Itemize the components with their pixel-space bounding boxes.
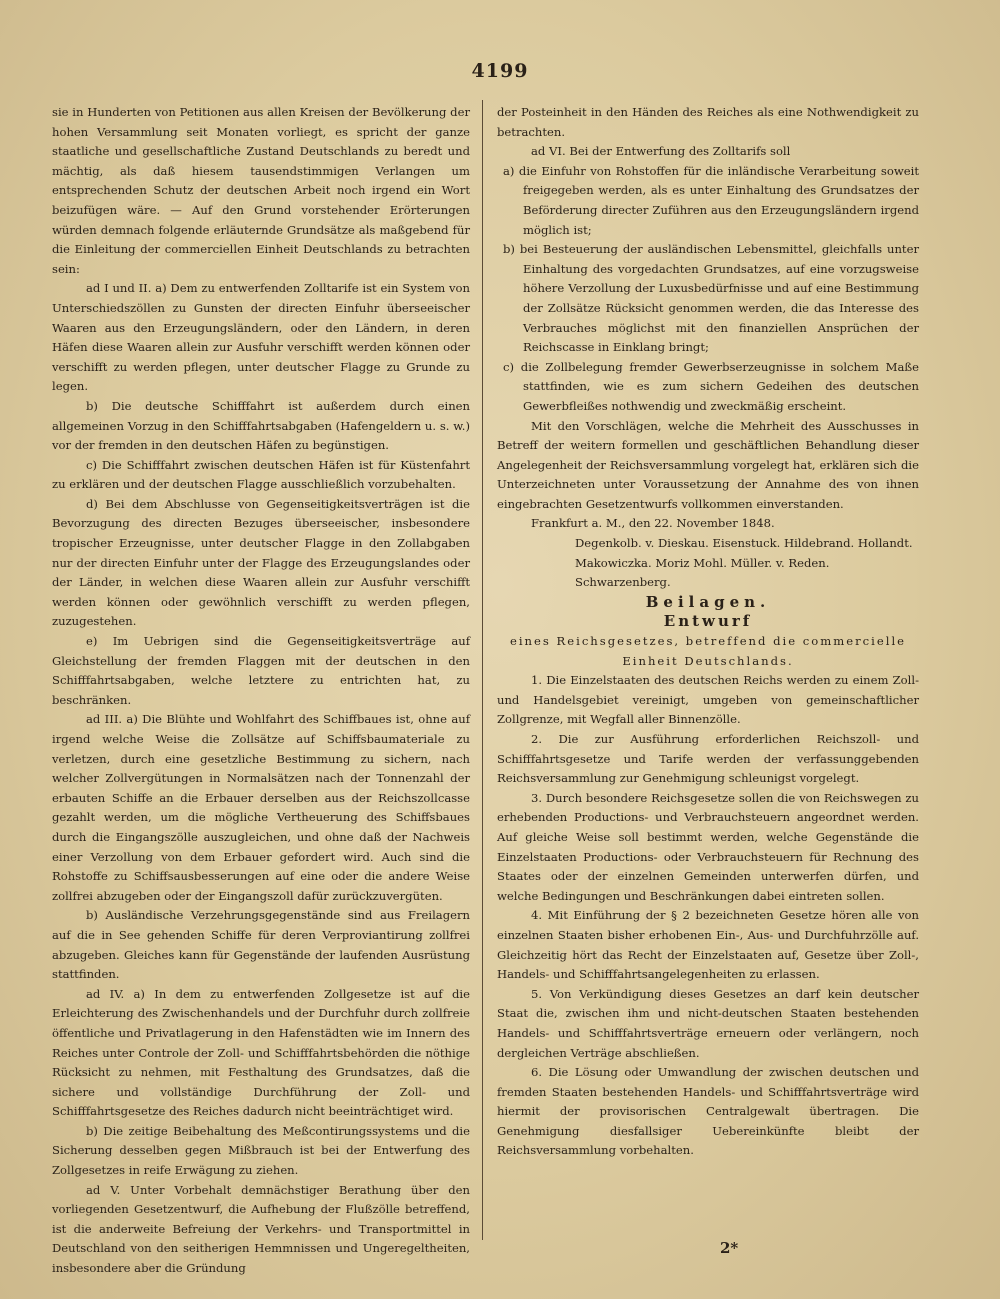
paragraph: e) Im Uebrigen sind die Gegenseitigkeitsverträge auf Gleichstellung der fremden Flaggen mit der deutschen in den Schifffahrtsabgaben, welche letztere zu entrichten hat, zu beschränken. [52, 634, 470, 707]
paragraph: ad III. a) Die Blühte und Wohlfahrt des Schiffbaues ist, ohne auf irgend welche Weise die Zollsätze auf Schiffsbaumateriale zu verletzen, durch eine gesetzliche Bestimmung zu sichern, nach welcher Zollvergütungen in Normalsätzen nach der Tonnenzahl der erbauten Schiffe an die Erbauer derselben aus der Reichszollcasse gezahlt werden, um die mögliche Vertheuerung des Schiffsbaues durch die Eingangszölle auszugleichen, und ohne daß der Nachweis einer Verzollung von dem Erbauer gefordert wird. Auch sind die Rohstoffe zu Schiffsausbesserungen auf eine oder die andere Weise zollfrei abzugeben oder der Eingangszoll dafür zurückzuvergüten. [52, 712, 470, 903]
paragraph: b) Die deutsche Schifffahrt ist außerdem durch einen allgemeinen Vorzug in den Schifffahrtsabgaben (Hafengeldern u. s. w.) vor der fremden in den deutschen Häfen zu begünstigen. [52, 398, 470, 453]
paragraph: b) Ausländische Verzehrungsgegenstände sind aus Freilagern auf die in See gehenden Schiffe für deren Verproviantirung zollfrei abzugeben. Gleiches kann für Gegenstände der laufenden Ausrüstung stattfinden. [52, 908, 470, 982]
draft-subtitle: eines Reichsgesetzes, betreffend die commercielle Einheit Deutschlands. [509, 634, 907, 668]
paragraph: Mit den Vorschlägen, welche die Mehrheit des Ausschusses in Betreff der weitern formellen und geschäftlichen Behandlung dieser Angelegenheit der Reichsversammlung vorgelegt hat, erklären sich die Unterzeichneten unter Voraussetzung der Annahme des von ihnen eingebrachten Gesetzentwurfs vollkommen einverstanden. [497, 418, 919, 511]
page-number: 4199 [471, 60, 529, 82]
section-heading: Beilagen. [645, 592, 771, 611]
paragraph: d) Bei dem Abschlusse von Gegenseitigkeitsverträgen ist die Bevorzugung des directen Bezuges überseeischer, insbesondere tropischer Erzeugnisse, unter deutscher Flagge in den Zollabgaben nur der directen Einfuhr unter der Flagge des Erzeugungslandes oder der Länder, in welchen diese Waaren allein zur Ausfuhr verschifft werden können oder gewöhnlich verschifft zu werden pflegen, zuzugestehen. [52, 496, 470, 629]
signatories: Degenkolb. v. Dieskau. Eisenstuck. Hildebrand. Hollandt. Makowiczka. Moriz Mohl. Müller. v. Reden. Schwarzenberg. [575, 536, 913, 590]
paragraph: b) Die zeitige Beibehaltung des Meßcontirungssystems und die Sicherung desselben gegen Mißbrauch ist bei der Entwerfung des Zollgesetzes in reife Erwägung zu ziehen. [52, 1123, 470, 1178]
left-column [52, 103, 470, 1279]
column-divider [482, 100, 483, 1240]
article: 6. Die Lösung oder Umwandlung der zwischen deutschen und fremden Staaten bestehenden Handels- und Schifffahrtsverträge wird hiermit der provisorischen Centralgewalt übertragen. Die Genehmigung diesfallsiger Uebereinkünfte bleibt der Reichsversammlung vorbehalten. [497, 1065, 919, 1158]
list-item: b) bei Besteuerung der ausländischen Lebensmittel, gleichfalls unter Einhaltung des vorgedachten Grundsatzes, auf eine vorzugsweise höhere Verzollung der Luxusbedürfnisse und auf eine Bestimmung der Zollsätze Rücksicht genommen werden, die das Interesse des Verbrauches möglichst mit den finanziellen Ansprüchen der Reichscasse in Einklang bringt; [503, 242, 919, 355]
right-column [497, 103, 919, 1161]
signature-mark: 2* [720, 1239, 739, 1257]
article: 1. Die Einzelstaaten des deutschen Reichs werden zu einem Zoll- und Handelsgebiet vereinigt, umgeben von gemeinschaftlicher Zollgrenze, mit Wegfall aller Binnenzölle. [497, 673, 919, 727]
article: 5. Von Verkündigung dieses Gesetzes an darf kein deutscher Staat die, zwischen ihm und nicht-deutschen Staaten bestehenden Handels- und Schifffahrtsverträge erneuern oder verlängern, noch dergleichen Verträge abschließen. [497, 986, 919, 1060]
paragraph: ad IV. a) In dem zu entwerfenden Zollgesetze ist auf die Erleichterung des Zwischenhandels und der Durchfuhr durch zollfreie öffentliche und Privatlagerung in den Hafenstädten wie im Innern des Reiches unter Controle der Zoll- und Schifffahrtsbehörden die nöthige Rücksicht zu nehmen, mit Festhaltung des Grundsatzes, daß die sichere und vollständige Durchführung der Zoll- und Schifffahrtsgesetze des Reiches dadurch nicht beeinträchtiget wird. [52, 986, 470, 1119]
list-item: a) die Einfuhr von Rohstoffen für die inländische Verarbeitung soweit freigegeben werden, als es unter Einhaltung des Grundsatzes der Beförderung directer Zuführen aus den Erzeugungsländern irgend möglich ist; [503, 163, 919, 237]
paragraph: c) Die Schifffahrt zwischen deutschen Häfen ist für Küstenfahrt zu erklären und der deutschen Flagge ausschließlich vorzubehalten. [52, 457, 470, 492]
article: 3. Durch besondere Reichsgesetze sollen die von Reichswegen zu erhebenden Productions- und Verbrauchsteuern angeordnet werden. Auf gleiche Weise soll bestimmt werden, welche Gegenstände die Einzelstaaten Productions- oder Verbrauchsteuern für Rechnung des Staates oder der einzelnen Gemeinden unterwerfen dürfen, und welche Bedingungen und Beschränkungen dabei eintreten sollen. [497, 790, 919, 903]
article: 4. Mit Einführung der § 2 bezeichneten Gesetze hören alle von einzelnen Staaten bisher erhobenen Ein-, Aus- und Durchfuhrzölle auf. Gleichzeitig hört das Recht der Einzelstaaten auf, Gesetze über Zoll-, Handels- und Schifffahrtsangelegenheiten zu erlassen. [497, 908, 919, 982]
paragraph: ad I und II. a) Dem zu entwerfenden Zolltarife ist ein System von Unterschiedszöllen zu Gunsten der directen Einfuhr überseeischer Waaren aus den Erzeugungsländern, oder den Ländern, in deren Häfen diese Waaren allein zur Ausfuhr verschifft werden können oder verschifft zu werden pflegen, unter deutscher Flagge zu Grunde zu legen. [52, 281, 470, 394]
article: 2. Die zur Ausführung erforderlichen Reichszoll- und Schifffahrtsgesetze und Tarife werden der verfassunggebenden Reichsversammlung zur Genehmigung schleunigst vorgelegt. [497, 732, 919, 786]
list-item: c) die Zollbelegung fremder Gewerbserzeugnisse in solchem Maße stattfinden, wie es zum sichern Gedeihen des deutschen Gewerbfleißes nothwendig und zweckmäßig erscheint. [503, 359, 919, 413]
draft-heading: Entwurf [663, 612, 753, 631]
date-line: Frankfurt a. M., den 22. November 1848. [531, 516, 775, 531]
paragraph: ad V. Unter Vorbehalt demnächstiger Berathung über den vorliegenden Gesetzentwurf, die Aufhebung der Flußzölle betreffend, ist die anderweite Befreiung der Verkehrs- und Transportmittel in Deutschland von den seitherigen Hemmnissen und Ungeregeltheiten, insbesondere aber die Gründung [52, 1182, 470, 1276]
paragraph: der Posteinheit in den Händen des Reiches als eine Nothwendigkeit zu betrachten. [497, 105, 919, 139]
paragraph: sie in Hunderten von Petitionen aus allen Kreisen der Bevölkerung der hohen Versammlung seit Monaten vorliegt, es spricht der ganze staatliche und gesellschaftliche Zustand Deutschlands zu beredt und mächtig, als daß hiesem tausendstimmigen Verlangen um entsprechenden Schutz der deutschen Arbeit noch irgend ein Wort beizufügen wäre. — Auf den Grund vorstehender Erörterungen würden demnach folgende erläuternde Grundsätze als maßgebend für die Einleitung der commerciellen Einheit Deutschlands zu betrachten sein: [52, 105, 470, 276]
paragraph: ad VI. Bei der Entwerfung des Zolltarifs soll [531, 144, 791, 159]
